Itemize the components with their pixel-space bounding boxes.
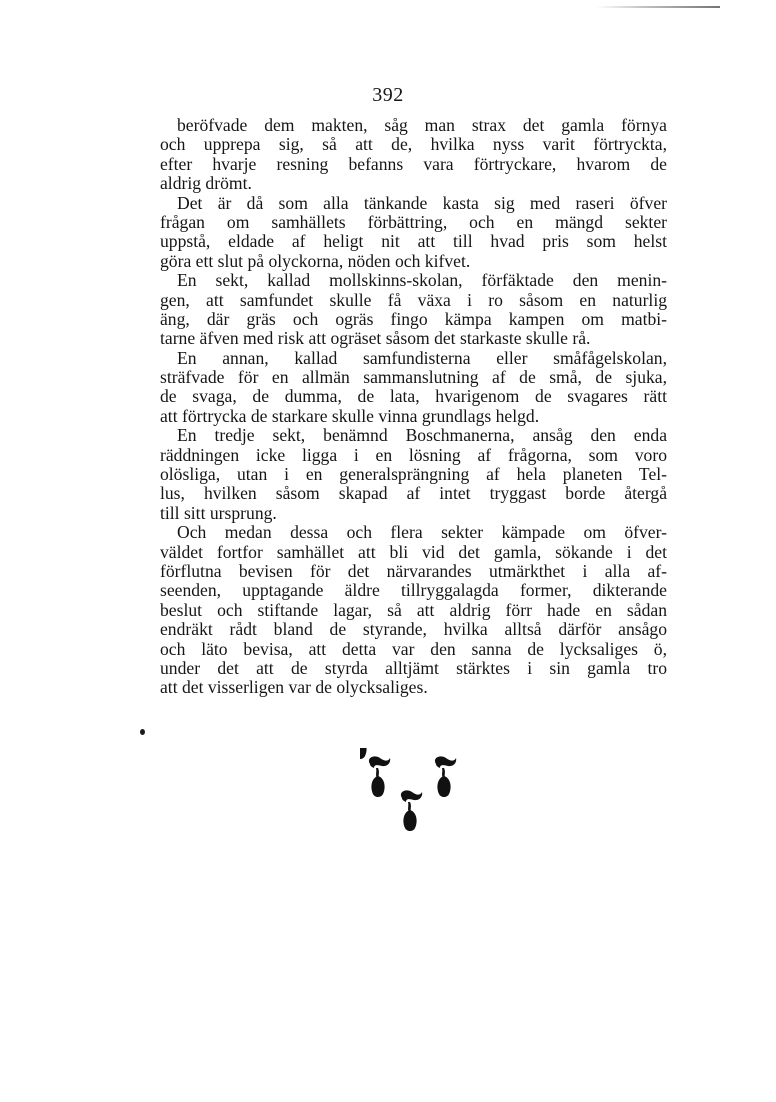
text-line: äng, där gräs och ogräs fingo kämpa kampen om matbi- [160, 308, 667, 329]
text-line: uppstå, eldade af heligt nit att till hvad pris som helst [160, 231, 667, 252]
paragraph [160, 116, 667, 194]
text-line: Det är då som alla tänkande kasta sig med raseri öfver [177, 192, 667, 213]
text-line: att förtrycka de starkare skulle vinna grundlags helgd. [160, 405, 540, 426]
text-line: olösliga, utan i en generalsprängning af hela planeten Tel- [160, 464, 667, 485]
text-line: En tredje sekt, benämnd Boschmanerna, ansåg den enda [177, 425, 667, 446]
text-line: förflutna bevisen för det närvarandes utmärkthet i alla af- [160, 560, 667, 581]
text-line: beröfvade dem makten, såg man strax det gamla förnya [177, 115, 667, 135]
text-line: aldrig drömt. [160, 173, 252, 194]
text-line: tarne äfven med risk att ogräset såsom det starkaste skulle rå. [160, 328, 591, 349]
text-line: och läto bevisa, att detta var den sanna de lycksaliges ö, [160, 638, 667, 659]
text-line: och upprepa sig, så att de, hvilka nyss varit förtryckta, [160, 134, 667, 155]
text-line: räddningen icke ligga i en lösning af frågorna, som voro [160, 444, 667, 465]
page-number: 392 [372, 84, 404, 106]
text-line: under det att de styrda alltjämt stärktes i sin gamla tro [160, 657, 667, 678]
text-line: frågan om samhällets förbättring, och en mängd sekter [160, 211, 667, 232]
text-line: väldet fortfor samhället att bli vid det gamla, sökande i det [160, 541, 667, 562]
text-line: seenden, upptagande äldre tillryggalagda former, dikterande [160, 580, 667, 601]
paragraph [160, 349, 667, 427]
ink-speck [140, 729, 145, 735]
scan-edge-mark [596, 6, 720, 8]
text-line: efter hvarje resning befanns vara förtryckare, hvarom de [160, 153, 667, 174]
text-line: En sekt, kallad mollskinns-skolan, förfäktade den menin- [177, 270, 667, 291]
text-line: de svaga, de dumma, de lata, hvarigenom de svagares rätt [160, 386, 667, 407]
paragraph [160, 523, 667, 698]
text-line: endräkt rådt bland de styrande, hvilka alltså därför ansågo [160, 619, 667, 640]
text-line: lus, hvilken såsom skapad af intet tryggast borde återgå [160, 483, 667, 504]
text-line: En annan, kallad samfundisterna eller småfågelskolan, [177, 347, 667, 368]
paragraph [160, 194, 667, 272]
text-line: beslut och stiftande lagar, så att aldrig förr hade en sådan [160, 599, 667, 620]
text-line: till sitt ursprung. [160, 502, 277, 523]
paragraph [160, 271, 667, 349]
body-text [160, 116, 667, 698]
text-line: att det visserligen var de olycksaliges. [160, 677, 428, 698]
paragraph [160, 426, 667, 523]
text-line: Och medan dessa och flera sekter kämpade om öfver- [177, 522, 667, 543]
text-line: gen, att samfundet skulle få växa i ro såsom en naturlig [160, 289, 667, 310]
text-line: göra ett slut på olyckorna, nöden och kifvet. [160, 250, 471, 271]
text-line: sträfvade för en allmän sammanslutning af de små, de sjuka, [160, 367, 667, 388]
floral-tailpiece-icon [360, 748, 472, 834]
